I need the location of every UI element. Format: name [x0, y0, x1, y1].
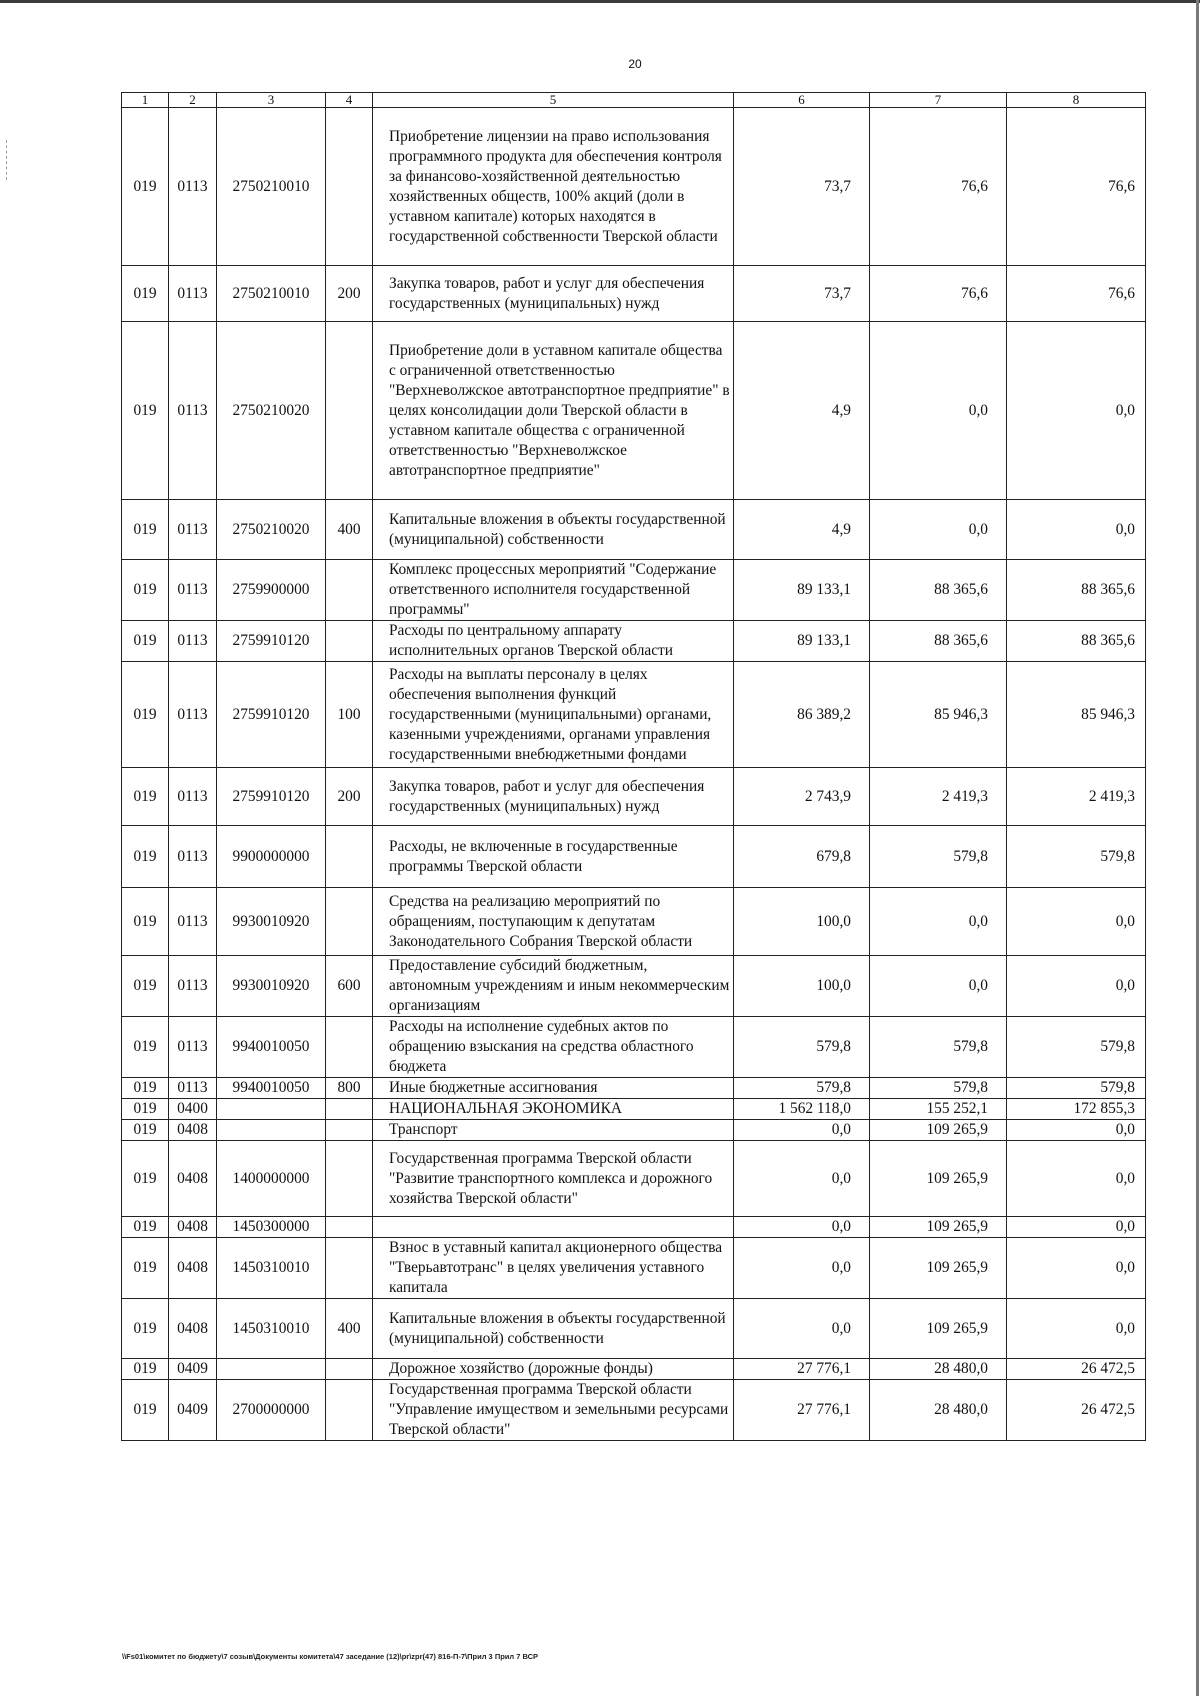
- expense-type-code: [326, 1359, 373, 1380]
- column-header: 2: [169, 93, 217, 108]
- column-header: 6: [734, 93, 870, 108]
- row-description: Расходы по центральному аппарату исполнительных органов Тверской области: [373, 621, 734, 662]
- table-header-row: [122, 93, 1146, 108]
- ved-code: 019: [122, 500, 169, 560]
- expense-type-code: [326, 888, 373, 956]
- value-col-7: 0,0: [870, 956, 1007, 1017]
- target-article-code: 1450310010: [217, 1238, 326, 1299]
- section-code: 0408: [169, 1238, 217, 1299]
- row-description: Закупка товаров, работ и услуг для обеспечения государственных (муниципальных) нужд: [373, 266, 734, 322]
- value-col-7: 109 265,9: [870, 1141, 1007, 1217]
- expense-type-code: [326, 108, 373, 266]
- value-col-6: 679,8: [734, 826, 870, 888]
- value-col-7: 109 265,9: [870, 1217, 1007, 1238]
- expense-type-code: 200: [326, 768, 373, 826]
- section-code: 0113: [169, 956, 217, 1017]
- row-description: Иные бюджетные ассигнования: [373, 1078, 734, 1099]
- section-code: 0113: [169, 322, 217, 500]
- value-col-8: 0,0: [1007, 322, 1146, 500]
- ved-code: 019: [122, 108, 169, 266]
- ved-code: 019: [122, 1141, 169, 1217]
- value-col-8: 579,8: [1007, 826, 1146, 888]
- target-article-code: 2759910120: [217, 621, 326, 662]
- table-row: [122, 1078, 1146, 1099]
- value-col-6: 89 133,1: [734, 621, 870, 662]
- value-col-6: 2 743,9: [734, 768, 870, 826]
- ved-code: 019: [122, 1120, 169, 1141]
- row-description: Средства на реализацию мероприятий по обращениям, поступающим к депутатам Законодательного Собрания Тверской области: [373, 888, 734, 956]
- value-col-7: 88 365,6: [870, 560, 1007, 621]
- expense-type-code: [326, 1099, 373, 1120]
- target-article-code: 2759910120: [217, 768, 326, 826]
- target-article-code: 1450300000: [217, 1217, 326, 1238]
- value-col-6: 27 776,1: [734, 1359, 870, 1380]
- value-col-6: 0,0: [734, 1141, 870, 1217]
- target-article-code: 9900000000: [217, 826, 326, 888]
- row-description: Транспорт: [373, 1120, 734, 1141]
- section-code: 0408: [169, 1299, 217, 1359]
- expense-type-code: [326, 621, 373, 662]
- table-row: [122, 768, 1146, 826]
- value-col-8: 0,0: [1007, 888, 1146, 956]
- row-description: Приобретение доли в уставном капитале общества с ограниченной ответственностью "Верхневолжское автотранспортное предприятие" в целях консолидации доли Тверской области в уставном капитале общества с ограниченной ответственностью "Верхневолжское автотранспортное предприятие": [373, 322, 734, 500]
- target-article-code: 2750210020: [217, 500, 326, 560]
- target-article-code: 2750210020: [217, 322, 326, 500]
- table-row: [122, 1217, 1146, 1238]
- value-col-6: 86 389,2: [734, 662, 870, 768]
- row-description: НАЦИОНАЛЬНАЯ ЭКОНОМИКА: [373, 1099, 734, 1120]
- row-description: Взнос в уставный капитал акционерного общества "Тверьавтотранс" в целях увеличения уставного капитала: [373, 1238, 734, 1299]
- ved-code: 019: [122, 826, 169, 888]
- value-col-6: 4,9: [734, 500, 870, 560]
- section-code: 0408: [169, 1120, 217, 1141]
- table-row: [122, 888, 1146, 956]
- section-code: 0408: [169, 1141, 217, 1217]
- row-description: Закупка товаров, работ и услуг для обеспечения государственных (муниципальных) нужд: [373, 768, 734, 826]
- table-row: [122, 826, 1146, 888]
- table-row: [122, 621, 1146, 662]
- expense-type-code: [326, 322, 373, 500]
- expense-type-code: [326, 1238, 373, 1299]
- footer-file-path: \\Fs01\комитет по бюджету\7 созыв\Документы комитета\47 заседание (12)\pr\zpr(47) 816-П-7\Прил 3 Прил 7 ВСР: [122, 1652, 539, 1661]
- value-col-6: 89 133,1: [734, 560, 870, 621]
- row-description: Приобретение лицензии на право использования программного продукта для обеспечения контроля за финансово-хозяйственной деятельностью хозяйственных обществ, 100% акций (доли в уставном капитале) которых находятся в государственной собственности Тверской области: [373, 108, 734, 266]
- section-code: 0113: [169, 266, 217, 322]
- table-row: [122, 1380, 1146, 1441]
- ved-code: 019: [122, 1217, 169, 1238]
- target-article-code: 9940010050: [217, 1017, 326, 1078]
- value-col-8: 0,0: [1007, 1120, 1146, 1141]
- table-row: [122, 956, 1146, 1017]
- value-col-8: 0,0: [1007, 956, 1146, 1017]
- table-row: [122, 322, 1146, 500]
- expense-type-code: [326, 1120, 373, 1141]
- value-col-8: 2 419,3: [1007, 768, 1146, 826]
- value-col-8: 579,8: [1007, 1078, 1146, 1099]
- target-article-code: 2750210010: [217, 266, 326, 322]
- value-col-7: 109 265,9: [870, 1238, 1007, 1299]
- table-row: [122, 1099, 1146, 1120]
- section-code: 0409: [169, 1380, 217, 1441]
- target-article-code: 9930010920: [217, 956, 326, 1017]
- target-article-code: [217, 1120, 326, 1141]
- section-code: 0113: [169, 888, 217, 956]
- value-col-7: 85 946,3: [870, 662, 1007, 768]
- value-col-7: 76,6: [870, 108, 1007, 266]
- expense-type-code: [326, 1380, 373, 1441]
- scan-mark-left: [6, 140, 8, 180]
- table-row: [122, 560, 1146, 621]
- table-row: [122, 1359, 1146, 1380]
- ved-code: 019: [122, 1017, 169, 1078]
- expense-type-code: 200: [326, 266, 373, 322]
- table-row: [122, 108, 1146, 266]
- value-col-8: 26 472,5: [1007, 1380, 1146, 1441]
- expense-type-code: [326, 826, 373, 888]
- budget-table: [121, 92, 1146, 1441]
- ved-code: 019: [122, 1099, 169, 1120]
- section-code: 0113: [169, 1078, 217, 1099]
- target-article-code: 2759900000: [217, 560, 326, 621]
- column-header: 1: [122, 93, 169, 108]
- column-header: 4: [326, 93, 373, 108]
- row-description: Предоставление субсидий бюджетным, автономным учреждениям и иным некоммерческим организациям: [373, 956, 734, 1017]
- ved-code: 019: [122, 888, 169, 956]
- section-code: 0400: [169, 1099, 217, 1120]
- value-col-6: 27 776,1: [734, 1380, 870, 1441]
- value-col-8: 0,0: [1007, 1141, 1146, 1217]
- value-col-8: 0,0: [1007, 500, 1146, 560]
- table-row: [122, 1238, 1146, 1299]
- row-description: Расходы, не включенные в государственные программы Тверской области: [373, 826, 734, 888]
- value-col-6: 100,0: [734, 888, 870, 956]
- value-col-7: 109 265,9: [870, 1299, 1007, 1359]
- ved-code: 019: [122, 266, 169, 322]
- value-col-6: 0,0: [734, 1120, 870, 1141]
- value-col-6: 1 562 118,0: [734, 1099, 870, 1120]
- row-description: Расходы на выплаты персоналу в целях обеспечения выполнения функций государственными (муниципальными) органами, казенными учреждениями, органами управления государственными внебюджетными фондами: [373, 662, 734, 768]
- ved-code: 019: [122, 662, 169, 768]
- expense-type-code: [326, 560, 373, 621]
- value-col-8: 76,6: [1007, 266, 1146, 322]
- table-row: [122, 1017, 1146, 1078]
- value-col-8: 26 472,5: [1007, 1359, 1146, 1380]
- row-description: Дорожное хозяйство (дорожные фонды): [373, 1359, 734, 1380]
- target-article-code: 1400000000: [217, 1141, 326, 1217]
- column-header: 7: [870, 93, 1007, 108]
- value-col-7: 76,6: [870, 266, 1007, 322]
- value-col-7: 579,8: [870, 1017, 1007, 1078]
- ved-code: 019: [122, 1078, 169, 1099]
- table-row: [122, 1120, 1146, 1141]
- value-col-8: 88 365,6: [1007, 621, 1146, 662]
- ved-code: 019: [122, 768, 169, 826]
- section-code: 0113: [169, 108, 217, 266]
- section-code: 0113: [169, 621, 217, 662]
- row-description: Капитальные вложения в объекты государственной (муниципальной) собственности: [373, 500, 734, 560]
- section-code: 0113: [169, 500, 217, 560]
- column-header: 3: [217, 93, 326, 108]
- column-header: 5: [373, 93, 734, 108]
- table-row: [122, 1141, 1146, 1217]
- value-col-8: 0,0: [1007, 1299, 1146, 1359]
- expense-type-code: 800: [326, 1078, 373, 1099]
- table-row: [122, 1299, 1146, 1359]
- value-col-7: 109 265,9: [870, 1120, 1007, 1141]
- expense-type-code: [326, 1217, 373, 1238]
- scan-edge-right: [1196, 0, 1199, 1696]
- section-code: 0113: [169, 826, 217, 888]
- ved-code: 019: [122, 956, 169, 1017]
- row-description: Капитальные вложения в объекты государственной (муниципальной) собственности: [373, 1299, 734, 1359]
- value-col-7: 88 365,6: [870, 621, 1007, 662]
- value-col-7: 0,0: [870, 500, 1007, 560]
- column-header: 8: [1007, 93, 1146, 108]
- expense-type-code: 100: [326, 662, 373, 768]
- section-code: 0409: [169, 1359, 217, 1380]
- ved-code: 019: [122, 1238, 169, 1299]
- target-article-code: 2700000000: [217, 1380, 326, 1441]
- section-code: 0113: [169, 1017, 217, 1078]
- value-col-8: 88 365,6: [1007, 560, 1146, 621]
- table-row: [122, 662, 1146, 768]
- row-description: Государственная программа Тверской области "Управление имуществом и земельными ресурсами Тверской области": [373, 1380, 734, 1441]
- ved-code: 019: [122, 1299, 169, 1359]
- value-col-7: 579,8: [870, 1078, 1007, 1099]
- target-article-code: 1450310010: [217, 1299, 326, 1359]
- table-row: [122, 266, 1146, 322]
- ved-code: 019: [122, 1359, 169, 1380]
- ved-code: 019: [122, 621, 169, 662]
- value-col-7: 0,0: [870, 322, 1007, 500]
- target-article-code: 9930010920: [217, 888, 326, 956]
- value-col-8: 579,8: [1007, 1017, 1146, 1078]
- section-code: 0113: [169, 662, 217, 768]
- value-col-8: 172 855,3: [1007, 1099, 1146, 1120]
- value-col-6: 579,8: [734, 1078, 870, 1099]
- value-col-6: 579,8: [734, 1017, 870, 1078]
- value-col-8: 0,0: [1007, 1217, 1146, 1238]
- ved-code: 019: [122, 322, 169, 500]
- row-description: [373, 1217, 734, 1238]
- expense-type-code: [326, 1141, 373, 1217]
- row-description: Комплекс процессных мероприятий "Содержание ответственного исполнителя государственной программы": [373, 560, 734, 621]
- value-col-7: 28 480,0: [870, 1380, 1007, 1441]
- expense-type-code: 400: [326, 500, 373, 560]
- expense-type-code: 400: [326, 1299, 373, 1359]
- ved-code: 019: [122, 1380, 169, 1441]
- value-col-6: 0,0: [734, 1217, 870, 1238]
- value-col-6: 73,7: [734, 266, 870, 322]
- value-col-7: 28 480,0: [870, 1359, 1007, 1380]
- value-col-8: 76,6: [1007, 108, 1146, 266]
- value-col-7: 0,0: [870, 888, 1007, 956]
- target-article-code: 2750210010: [217, 108, 326, 266]
- value-col-7: 579,8: [870, 826, 1007, 888]
- value-col-6: 0,0: [734, 1238, 870, 1299]
- page-number: 20: [628, 57, 642, 71]
- target-article-code: 2759910120: [217, 662, 326, 768]
- expense-type-code: 600: [326, 956, 373, 1017]
- expense-type-code: [326, 1017, 373, 1078]
- section-code: 0113: [169, 560, 217, 621]
- section-code: 0408: [169, 1217, 217, 1238]
- ved-code: 019: [122, 560, 169, 621]
- row-description: Государственная программа Тверской области "Развитие транспортного комплекса и дорожного хозяйства Тверской области": [373, 1141, 734, 1217]
- scan-edge-top: [0, 0, 1200, 3]
- value-col-7: 155 252,1: [870, 1099, 1007, 1120]
- target-article-code: 9940010050: [217, 1078, 326, 1099]
- value-col-8: 0,0: [1007, 1238, 1146, 1299]
- value-col-8: 85 946,3: [1007, 662, 1146, 768]
- value-col-6: 4,9: [734, 322, 870, 500]
- value-col-6: 73,7: [734, 108, 870, 266]
- table-row: [122, 500, 1146, 560]
- row-description: Расходы на исполнение судебных актов по обращению взыскания на средства областного бюджета: [373, 1017, 734, 1078]
- value-col-7: 2 419,3: [870, 768, 1007, 826]
- value-col-6: 0,0: [734, 1299, 870, 1359]
- section-code: 0113: [169, 768, 217, 826]
- target-article-code: [217, 1099, 326, 1120]
- target-article-code: [217, 1359, 326, 1380]
- value-col-6: 100,0: [734, 956, 870, 1017]
